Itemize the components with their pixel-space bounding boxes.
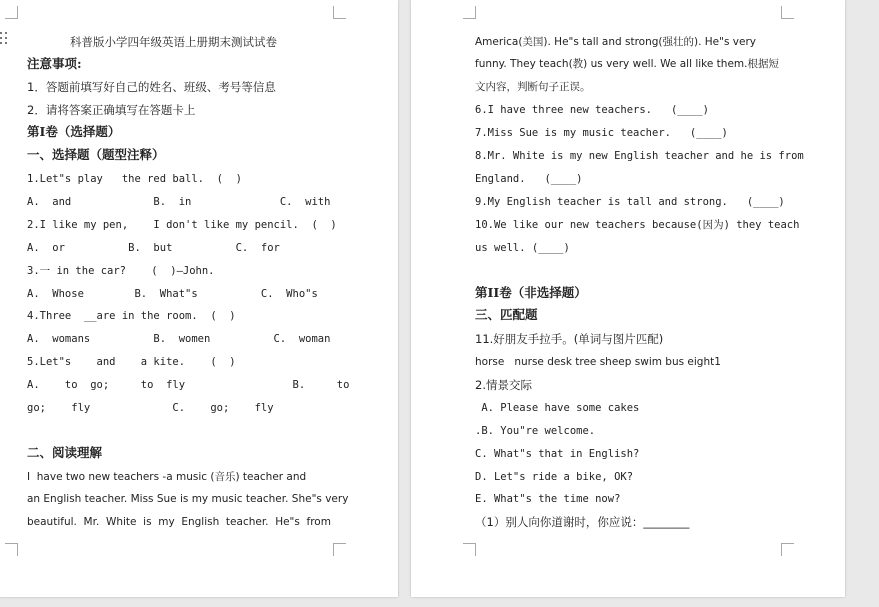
document-page-right: [411, 0, 845, 597]
passage-line: an English teacher. Miss Sue is my music teacher. She"s very: [27, 493, 349, 505]
question-options: A. Whose B. What"s C. Who"s: [27, 288, 318, 300]
part2-heading: 第II卷（非选择题）: [475, 285, 587, 300]
notes-heading: 注意事项:: [27, 56, 82, 71]
crop-mark: [333, 543, 346, 556]
passage-line: funny. They teach(教) us very well. We all like them.根据短: [475, 58, 779, 70]
question-stem: 2.情景交际: [475, 378, 532, 392]
judge-item: us well. (____): [475, 242, 570, 254]
section3-heading: 三、匹配题: [475, 307, 538, 322]
judge-item: 7.Miss Sue is my music teacher. (____): [475, 127, 728, 139]
dialogue-option: D. Let"s ride a bike, OK?: [475, 471, 634, 483]
question-stem: 11.好朋友手拉手。(单词与图片匹配): [475, 332, 664, 346]
crop-mark: [333, 6, 346, 19]
note-line: 1．答题前填写好自己的姓名、班级、考号等信息: [27, 80, 276, 94]
question-options: A. to go; to fly B. to: [27, 379, 350, 391]
judge-item: 9.My English teacher is tall and strong. (____): [475, 196, 785, 208]
question-options: A. or B. but C. for: [27, 242, 280, 254]
passage-line: I have two new teachers -a music (音乐) teacher and: [27, 471, 307, 483]
section1-heading: 一、选择题（题型注释）: [27, 147, 165, 162]
judge-item: England. (____): [475, 173, 583, 185]
crop-mark: [781, 6, 794, 19]
judge-item: 6.I have three new teachers. (____): [475, 104, 709, 116]
passage-line: 文内容，判断句子正误。: [475, 81, 591, 93]
crop-mark: [5, 6, 18, 19]
document-page-left: [0, 0, 398, 597]
part1-heading: 第I卷（选择题）: [27, 124, 121, 139]
passage-line: beautiful. Mr. White is my English teacher. He"s from: [27, 516, 331, 528]
judge-item: 10.We like our new teachers because(因为) they teach: [475, 219, 800, 231]
dialogue-option: E. What"s the time now?: [475, 493, 621, 505]
question-stem: 4.Three __are in the room. ( ): [27, 310, 236, 322]
dialogue-option: C. What"s that in English?: [475, 448, 640, 460]
note-line: 2．请将答案正确填写在答题卡上: [27, 103, 196, 117]
word-list: horse nurse desk tree sheep swim bus eight1: [475, 356, 721, 368]
question-stem: 3.一 in the car? ( )—John.: [27, 265, 215, 277]
question-options: A. womans B. women C. woman: [27, 333, 331, 345]
question-stem: （1）别人向你道谢时，你应说：________: [475, 515, 690, 529]
dialogue-option: .B. You"re welcome.: [475, 425, 596, 437]
exam-title: 科普版小学四年级英语上册期末测试试卷: [70, 35, 277, 49]
judge-item: 8.Mr. White is my new English teacher and he is from: [475, 150, 804, 162]
dialogue-option: A. Please have some cakes: [475, 402, 640, 414]
question-stem: 1.Let"s play the red ball. ( ): [27, 173, 242, 185]
drag-handle-icon[interactable]: [0, 32, 9, 48]
question-stem: 5.Let"s and a kite. ( ): [27, 356, 236, 368]
crop-mark: [463, 6, 476, 19]
question-stem: 2.I like my pen, I don't like my pencil. ( ): [27, 219, 337, 231]
question-options: A. and B. in C. with: [27, 196, 331, 208]
question-options: go; fly C. go; fly: [27, 402, 274, 414]
passage-line: America(美国). He"s tall and strong(强壮的). He"s very: [475, 36, 756, 48]
crop-mark: [463, 543, 476, 556]
crop-mark: [5, 543, 18, 556]
section2-heading: 二、阅读理解: [27, 445, 103, 460]
crop-mark: [781, 543, 794, 556]
